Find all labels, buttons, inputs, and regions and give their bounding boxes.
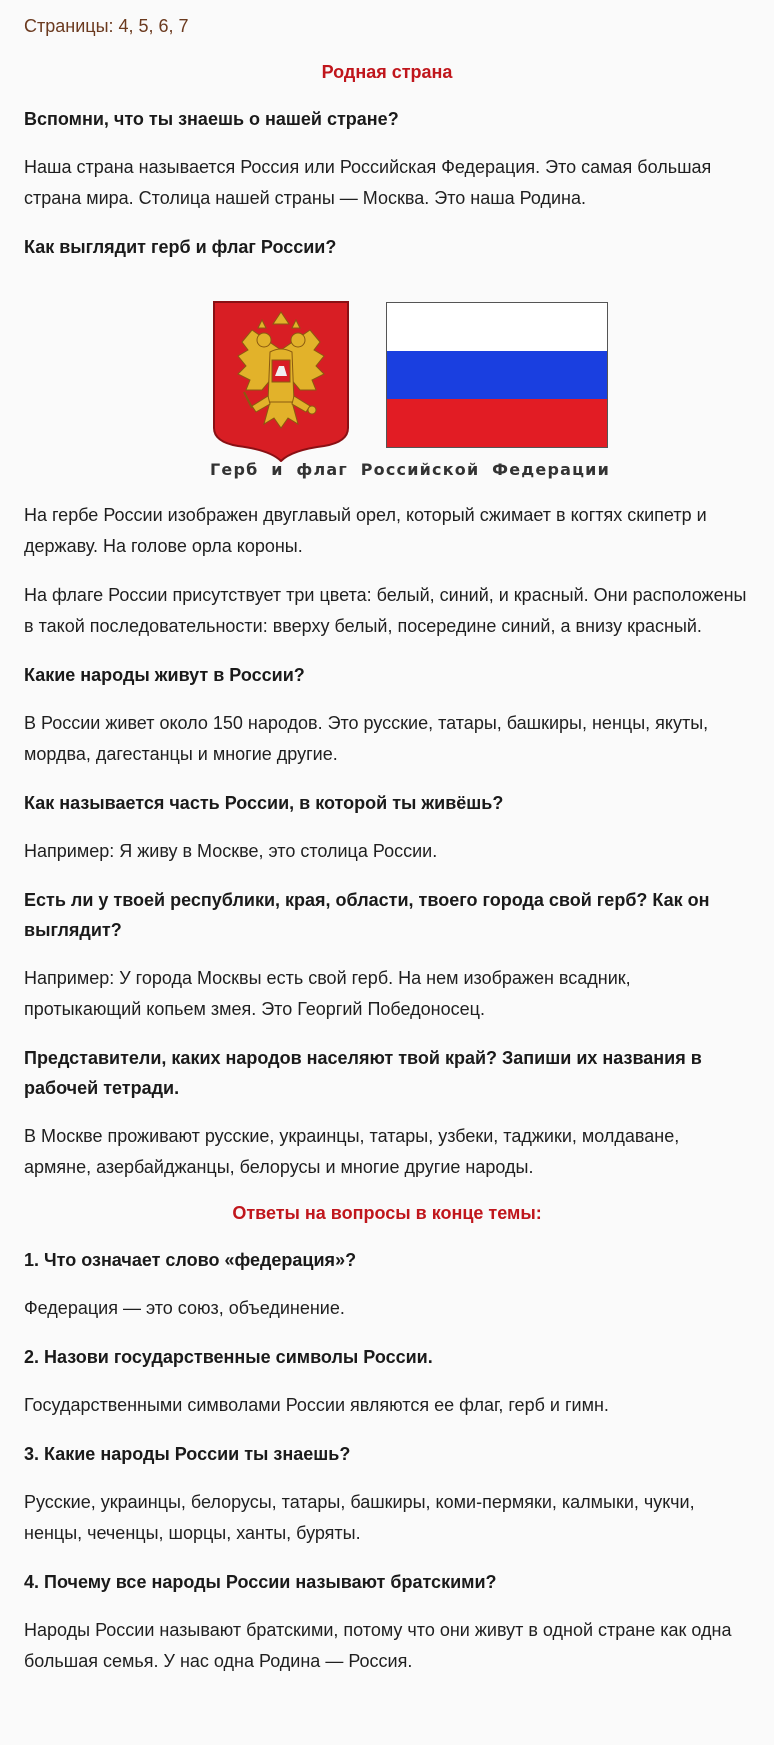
question-region-coat: Есть ли у твоей республики, края, области, твоего города свой герб? Как он выглядит? [24, 890, 710, 940]
section-title: Родная страна [321, 62, 453, 82]
question-remember: Вспомни, что ты знаешь о нашей стране? [24, 109, 399, 129]
flag-stripe-red [387, 399, 607, 447]
answers-question-2: 2. Назови государственные символы России. [24, 1347, 433, 1367]
answers-answer-1: Федерация — это союз, объединение. [24, 1298, 345, 1318]
answers-answer-2: Государственными символами России являются ее флаг, герб и гимн. [24, 1395, 609, 1415]
question-coat-flag: Как выглядит герб и флаг России? [24, 237, 337, 257]
answers-question-4: 4. Почему все народы России называют братскими? [24, 1572, 497, 1592]
answer-region-coat: Например: У города Москвы есть свой герб. На нем изображен всадник, протыкающий копьем змея. Это Георгий Победоносец. [24, 968, 631, 1019]
flag-stripe-blue [387, 351, 607, 399]
coat-and-flag-figure [189, 280, 610, 480]
answers-title: Ответы на вопросы в конце темы: [232, 1203, 542, 1223]
answer-region-peoples: В Москве проживают русские, украинцы, татары, узбеки, таджики, молдаване, армяне, азербайджанцы, белорусы и многие другие народы. [24, 1126, 680, 1177]
flag-stripe-white [387, 303, 607, 351]
answers-answer-3: Русские, украинцы, белорусы, татары, башкиры, коми-пермяки, калмыки, чукчи, ненцы, чеченцы, шорцы, ханты, буряты. [24, 1492, 695, 1543]
answers-question-1: 1. Что означает слово «федерация»? [24, 1250, 357, 1270]
pages-line: Страницы: 4, 5, 6, 7 [24, 16, 189, 36]
question-region: Как называется часть России, в которой ты живёшь? [24, 793, 504, 813]
answers-question-3: 3. Какие народы России ты знаешь? [24, 1444, 351, 1464]
coat-of-arms-icon [212, 300, 350, 462]
answer-coat: На гербе России изображен двуглавый орел, который сжимает в когтях скипетр и державу. На голове орла короны. [24, 505, 707, 556]
question-peoples: Какие народы живут в России? [24, 665, 305, 685]
answer-peoples: В России живет около 150 народов. Это русские, татары, башкиры, ненцы, якуты, мордва, дагестанцы и многие другие. [24, 713, 709, 764]
answer-flag: На флаге России присутствует три цвета: белый, синий, и красный. Они расположены в такой последовательности: вверху белый, посередине синий, а внизу красный. [24, 585, 747, 636]
figure-caption: Герб и флаг Российской Федерации [210, 460, 610, 479]
answer-region: Например: Я живу в Москве, это столица России. [24, 841, 438, 861]
answers-answer-4: Народы России называют братскими, потому что они живут в одной стране как одна большая семья. У нас одна Родина — Россия. [24, 1620, 732, 1671]
question-region-peoples: Представители, каких народов населяют твой край? Запиши их названия в рабочей тетради. [24, 1048, 702, 1098]
russian-flag [386, 302, 608, 448]
answer-remember: Наша страна называется Россия или Российская Федерация. Это самая большая страна мира. Столица нашей страны — Москва. Это наша Родина. [24, 157, 712, 208]
